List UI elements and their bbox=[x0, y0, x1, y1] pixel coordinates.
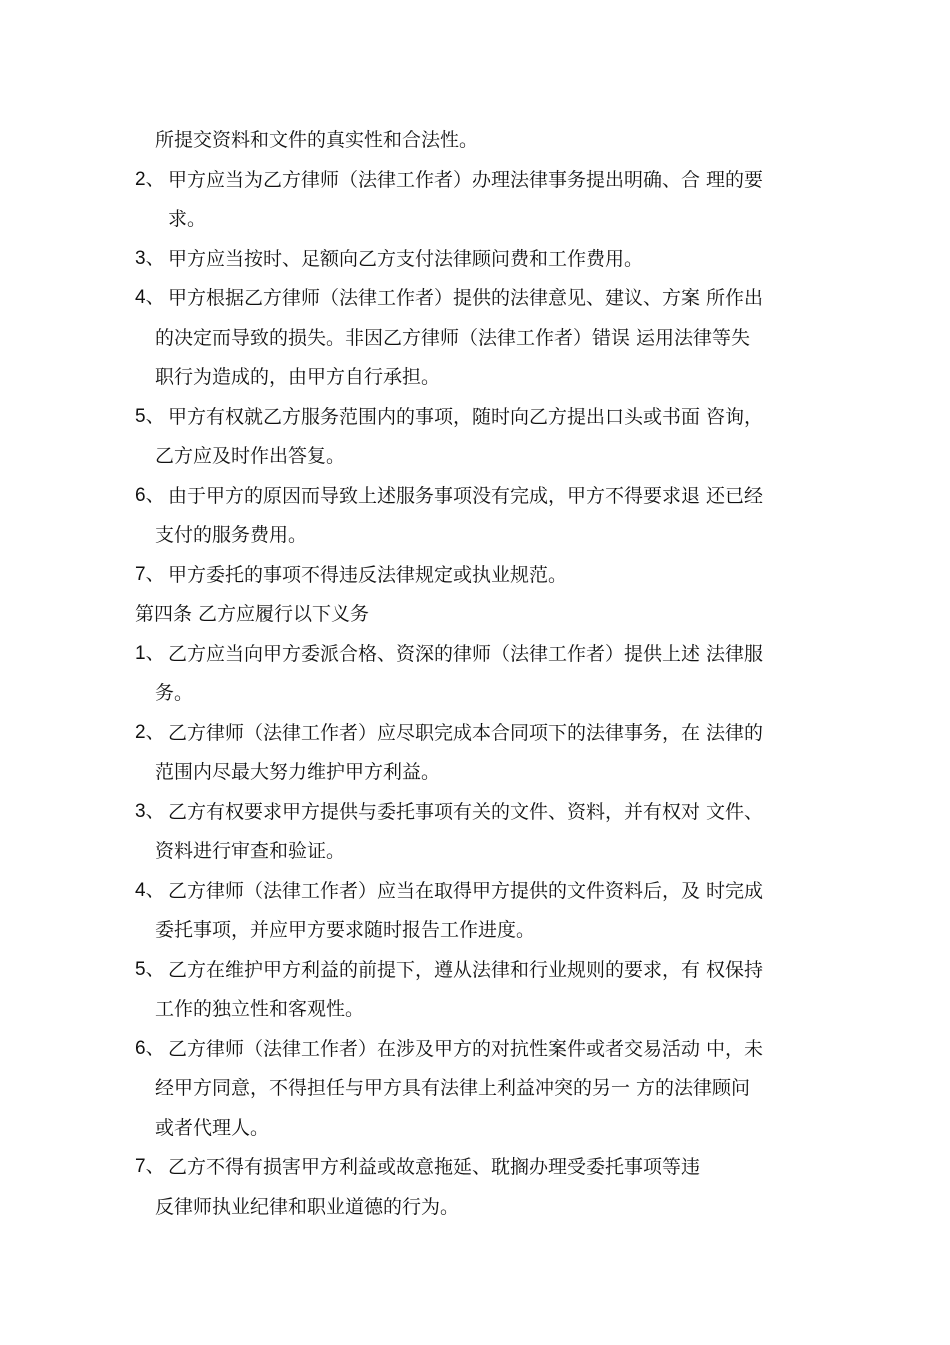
party-a-item-line: 甲方有权就乙方服务范围内的事项，随时向乙方提出口头或书面 咨询， bbox=[168, 405, 764, 428]
party-a-item-number: 5、 bbox=[135, 405, 165, 427]
party-b-item-line: 乙方应当向甲方委派合格、资深的律师（法律工作者）提供上述 法律服 bbox=[168, 642, 764, 665]
party-b-item-line: 乙方律师（法律工作者）应尽职完成本合同项下的法律事务，在 法律的 bbox=[168, 721, 764, 744]
party-a-item-line: 甲方应当按时、足额向乙方支付法律顾问费和工作费用。 bbox=[168, 247, 644, 270]
party-a-item-number: 7、 bbox=[135, 563, 165, 585]
party-b-item-line: 乙方有权要求甲方提供与委托事项有关的文件、资料，并有权对 文件、 bbox=[168, 800, 764, 823]
party-b-item-line: 经甲方同意，不得担任与甲方具有法律上利益冲突的另一 方的法律顾问 bbox=[155, 1077, 751, 1099]
article-heading: 第四条 乙方应履行以下义务 bbox=[135, 603, 370, 625]
party-b-item-line: 乙方律师（法律工作者）在涉及甲方的对抗性案件或者交易活动 中，未 bbox=[168, 1037, 764, 1060]
party-a-item-line: 求。 bbox=[168, 208, 207, 230]
party-a-item-line: 甲方根据乙方律师（法律工作者）提供的法律意见、建议、方案 所作出 bbox=[168, 287, 764, 309]
party-a-item-line: 由于甲方的原因而导致上述服务事项没有完成，甲方不得要求退 还已经 bbox=[168, 484, 764, 507]
party-b-item-line: 乙方在维护甲方利益的前提下，遵从法律和行业规则的要求，有 权保持 bbox=[168, 958, 764, 981]
lead-line: 所提交资料和文件的真实性和合法性。 bbox=[155, 129, 479, 151]
party-a-item-line: 职行为造成的，由甲方自行承担。 bbox=[155, 366, 441, 388]
party-b-item-number: 6、 bbox=[135, 1037, 165, 1059]
party-b-item-line: 范围内尽最大努力维护甲方利益。 bbox=[155, 761, 441, 783]
party-b-item-number: 3、 bbox=[135, 800, 165, 822]
party-a-item-line: 支付的服务费用。 bbox=[155, 524, 308, 546]
party-b-item-number: 1、 bbox=[135, 642, 165, 664]
party-a-item-number: 6、 bbox=[135, 484, 165, 506]
party-a-item-line: 甲方应当为乙方律师（法律工作者）办理法律事务提出明确、合 理的要 bbox=[168, 168, 764, 191]
party-a-item-line: 的决定而导致的损失。非因乙方律师（法律工作者）错误 运用法律等失 bbox=[155, 326, 751, 349]
party-a-item-number: 2、 bbox=[135, 168, 165, 190]
party-a-item-number: 3、 bbox=[135, 247, 165, 269]
party-b-item-number: 7、 bbox=[135, 1156, 165, 1177]
party-b-item-line: 工作的独立性和客观性。 bbox=[155, 998, 365, 1020]
party-b-item-line: 乙方律师（法律工作者）应当在取得甲方提供的文件资料后，及 时完成 bbox=[168, 879, 764, 902]
party-b-item-line: 资料进行审查和验证。 bbox=[155, 840, 346, 862]
party-b-item-number: 5、 bbox=[135, 958, 165, 980]
party-b-item-number: 2、 bbox=[135, 721, 165, 743]
party-b-item-line: 或者代理人。 bbox=[155, 1116, 270, 1139]
party-a-item-line: 乙方应及时作出答复。 bbox=[155, 445, 346, 467]
party-b-item-line: 乙方不得有损害甲方利益或故意拖延、耽搁办理受委托事项等违 bbox=[168, 1156, 701, 1178]
party-b-item-line: 反律师执业纪律和职业道德的行为。 bbox=[155, 1195, 460, 1218]
party-a-item-number: 4、 bbox=[135, 287, 165, 308]
party-b-item-line: 委托事项，并应甲方要求随时报告工作进度。 bbox=[155, 919, 536, 941]
party-b-item-line: 务。 bbox=[155, 682, 194, 704]
party-b-item-number: 4、 bbox=[135, 879, 165, 901]
party-a-item-line: 甲方委托的事项不得违反法律规定或执业规范。 bbox=[168, 563, 568, 586]
